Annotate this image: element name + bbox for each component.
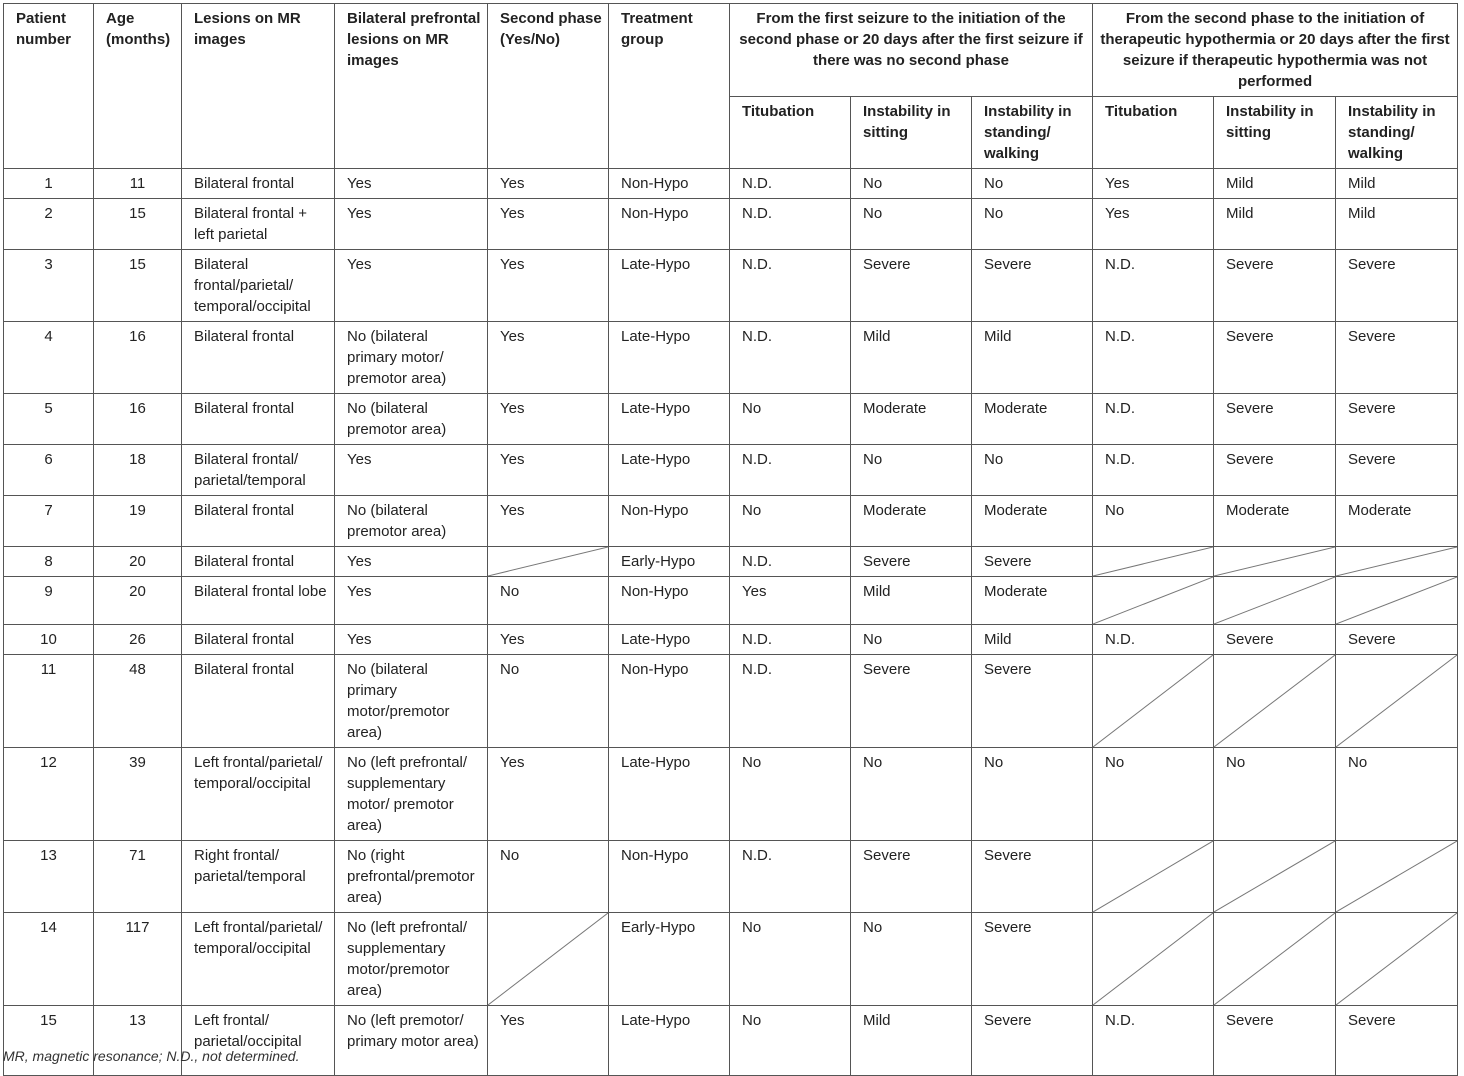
cell-bilateral-prefrontal: No (bilateral primary motor/premotor area) — [335, 655, 488, 748]
cell-age: 13 — [94, 1006, 182, 1076]
header-age: Age (months) — [94, 4, 182, 169]
cell-p2-sitting: Severe — [1214, 394, 1336, 445]
cell-second-phase: No — [488, 841, 609, 913]
table-header — [4, 4, 1458, 169]
cell-bilateral-prefrontal: Yes — [335, 445, 488, 496]
cell-age: 19 — [94, 496, 182, 547]
cell-p1-standing: Mild — [972, 322, 1093, 394]
cell-second-phase: Yes — [488, 169, 609, 199]
cell-patient-number: 4 — [4, 322, 94, 394]
cell-patient-number: 1 — [4, 169, 94, 199]
patient-table — [3, 3, 1458, 1076]
cell-patient-number: 7 — [4, 496, 94, 547]
empty-cell-p2-sitting — [1214, 577, 1336, 625]
cell-p1-titubation: N.D. — [730, 169, 851, 199]
subheader-p1-standing: Instability in standing/ walking — [972, 97, 1093, 169]
subheader-p1-titubation: Titubation — [730, 97, 851, 169]
cell-p1-standing: Moderate — [972, 496, 1093, 547]
header-treatment-group: Treatment group — [609, 4, 730, 169]
cell-bilateral-prefrontal: No (right prefrontal/premotor area) — [335, 841, 488, 913]
cell-treatment-group: Late-Hypo — [609, 625, 730, 655]
cell-p1-sitting: No — [851, 625, 972, 655]
empty-cell-p2-standing — [1336, 547, 1458, 577]
diagonal-slash — [1336, 655, 1457, 747]
table-row — [4, 394, 1458, 445]
cell-p2-standing: Severe — [1336, 322, 1458, 394]
cell-second-phase: Yes — [488, 250, 609, 322]
table-row — [4, 169, 1458, 199]
cell-lesions: Bilateral frontal — [182, 547, 335, 577]
table-row — [4, 748, 1458, 841]
table-row — [4, 199, 1458, 250]
cell-lesions: Bilateral frontal — [182, 625, 335, 655]
cell-p1-standing: No — [972, 445, 1093, 496]
cell-patient-number: 6 — [4, 445, 94, 496]
cell-p1-standing: Severe — [972, 655, 1093, 748]
cell-p2-standing: Moderate — [1336, 496, 1458, 547]
cell-p1-sitting: No — [851, 445, 972, 496]
cell-p2-sitting: Severe — [1214, 322, 1336, 394]
empty-cell-p2-standing — [1336, 841, 1458, 913]
cell-lesions: Right frontal/ parietal/temporal — [182, 841, 335, 913]
cell-lesions: Bilateral frontal — [182, 655, 335, 748]
empty-cell-p2-sitting — [1214, 913, 1336, 1006]
subheader-p1-sitting: Instability in sitting — [851, 97, 972, 169]
cell-treatment-group: Non-Hypo — [609, 169, 730, 199]
table-row — [4, 913, 1458, 1006]
cell-bilateral-prefrontal: Yes — [335, 577, 488, 625]
cell-p1-standing: Severe — [972, 913, 1093, 1006]
cell-p1-standing: Moderate — [972, 394, 1093, 445]
cell-p2-standing: Severe — [1336, 445, 1458, 496]
cell-age: 48 — [94, 655, 182, 748]
table-row — [4, 445, 1458, 496]
cell-p1-titubation: Yes — [730, 577, 851, 625]
cell-bilateral-prefrontal: Yes — [335, 199, 488, 250]
cell-p1-sitting: Moderate — [851, 496, 972, 547]
diagonal-slash — [1093, 655, 1213, 747]
cell-bilateral-prefrontal: Yes — [335, 625, 488, 655]
cell-p2-standing: Severe — [1336, 625, 1458, 655]
table-row — [4, 841, 1458, 913]
cell-p2-titubation: Yes — [1093, 169, 1214, 199]
header-lesions: Lesions on MR images — [182, 4, 335, 169]
cell-patient-number: 5 — [4, 394, 94, 445]
cell-p1-standing: Severe — [972, 1006, 1093, 1076]
cell-patient-number: 8 — [4, 547, 94, 577]
cell-bilateral-prefrontal: Yes — [335, 250, 488, 322]
cell-bilateral-prefrontal: No (left premotor/ primary motor area) — [335, 1006, 488, 1076]
cell-p2-standing: Severe — [1336, 394, 1458, 445]
diagonal-slash — [488, 547, 608, 576]
table-wrapper — [3, 3, 1457, 1076]
empty-cell-p2-titubation — [1093, 655, 1214, 748]
cell-p1-sitting: Mild — [851, 1006, 972, 1076]
header-bilateral-prefrontal: Bilateral prefrontal lesions on MR images — [335, 4, 488, 169]
cell-p1-sitting: No — [851, 748, 972, 841]
cell-p1-sitting: Severe — [851, 841, 972, 913]
table-row — [4, 250, 1458, 322]
cell-lesions: Left frontal/ parietal/occipital — [182, 1006, 335, 1076]
cell-p1-standing: No — [972, 748, 1093, 841]
diagonal-slash — [1214, 547, 1335, 576]
cell-treatment-group: Non-Hypo — [609, 841, 730, 913]
cell-second-phase: Yes — [488, 322, 609, 394]
cell-patient-number: 3 — [4, 250, 94, 322]
cell-p1-standing: No — [972, 169, 1093, 199]
empty-cell-second-phase — [488, 913, 609, 1006]
cell-second-phase: Yes — [488, 496, 609, 547]
cell-p2-sitting: Severe — [1214, 625, 1336, 655]
cell-p1-standing: Mild — [972, 625, 1093, 655]
cell-p2-titubation: N.D. — [1093, 445, 1214, 496]
cell-p1-titubation: N.D. — [730, 655, 851, 748]
empty-cell-p2-standing — [1336, 577, 1458, 625]
cell-bilateral-prefrontal: No (bilateral primary motor/ premotor area) — [335, 322, 488, 394]
cell-p2-titubation: N.D. — [1093, 322, 1214, 394]
cell-treatment-group: Late-Hypo — [609, 748, 730, 841]
cell-patient-number: 2 — [4, 199, 94, 250]
cell-age: 18 — [94, 445, 182, 496]
table-row — [4, 655, 1458, 748]
cell-p1-titubation: N.D. — [730, 322, 851, 394]
cell-treatment-group: Non-Hypo — [609, 577, 730, 625]
cell-p2-standing: Mild — [1336, 199, 1458, 250]
cell-age: 39 — [94, 748, 182, 841]
cell-age: 26 — [94, 625, 182, 655]
cell-bilateral-prefrontal: Yes — [335, 547, 488, 577]
cell-bilateral-prefrontal: No (bilateral premotor area) — [335, 496, 488, 547]
cell-p1-sitting: No — [851, 169, 972, 199]
cell-treatment-group: Late-Hypo — [609, 445, 730, 496]
cell-p1-standing: Severe — [972, 547, 1093, 577]
diagonal-slash — [1093, 913, 1213, 1005]
cell-age: 15 — [94, 250, 182, 322]
empty-cell-p2-titubation — [1093, 547, 1214, 577]
cell-p1-titubation: No — [730, 394, 851, 445]
cell-p1-standing: No — [972, 199, 1093, 250]
cell-p2-standing: No — [1336, 748, 1458, 841]
diagonal-slash — [1214, 577, 1335, 624]
subheader-p2-standing: Instability in standing/ walking — [1336, 97, 1458, 169]
cell-lesions: Bilateral frontal/parietal/ temporal/occipital — [182, 250, 335, 322]
table-row — [4, 625, 1458, 655]
cell-age: 20 — [94, 547, 182, 577]
cell-p1-sitting: No — [851, 199, 972, 250]
table-body — [4, 169, 1458, 1076]
cell-treatment-group: Non-Hypo — [609, 199, 730, 250]
cell-p1-titubation: N.D. — [730, 250, 851, 322]
cell-p1-titubation: No — [730, 748, 851, 841]
cell-lesions: Bilateral frontal — [182, 169, 335, 199]
diagonal-slash — [1336, 841, 1457, 912]
header-second-phase: Second phase (Yes/No) — [488, 4, 609, 169]
cell-p1-titubation: No — [730, 913, 851, 1006]
cell-p1-titubation: No — [730, 496, 851, 547]
cell-age: 16 — [94, 322, 182, 394]
cell-age: 15 — [94, 199, 182, 250]
cell-treatment-group: Late-Hypo — [609, 1006, 730, 1076]
cell-p2-titubation: N.D. — [1093, 394, 1214, 445]
empty-cell-p2-standing — [1336, 655, 1458, 748]
cell-p1-standing: Severe — [972, 841, 1093, 913]
cell-patient-number: 14 — [4, 913, 94, 1006]
diagonal-slash — [1214, 913, 1335, 1005]
table-row — [4, 496, 1458, 547]
cell-lesions: Bilateral frontal — [182, 496, 335, 547]
cell-p1-sitting: No — [851, 913, 972, 1006]
diagonal-slash — [1093, 841, 1213, 912]
diagonal-slash — [488, 913, 608, 1005]
cell-p1-standing: Moderate — [972, 577, 1093, 625]
diagonal-slash — [1214, 655, 1335, 747]
cell-p2-sitting: Severe — [1214, 250, 1336, 322]
cell-p1-standing: Severe — [972, 250, 1093, 322]
cell-bilateral-prefrontal: No (bilateral premotor area) — [335, 394, 488, 445]
empty-cell-second-phase — [488, 547, 609, 577]
diagonal-slash — [1336, 547, 1457, 576]
cell-p2-titubation: No — [1093, 496, 1214, 547]
cell-patient-number: 15 — [4, 1006, 94, 1076]
empty-cell-p2-titubation — [1093, 841, 1214, 913]
cell-patient-number: 13 — [4, 841, 94, 913]
cell-treatment-group: Late-Hypo — [609, 394, 730, 445]
header-patient-number: Patient number — [4, 4, 94, 169]
cell-lesions: Bilateral frontal/ parietal/temporal — [182, 445, 335, 496]
table-row — [4, 547, 1458, 577]
header-group-first-period: From the first seizure to the initiation of the second phase or 20 days after the first seizure if there was no second phase — [730, 4, 1093, 97]
table-row — [4, 322, 1458, 394]
cell-second-phase: Yes — [488, 1006, 609, 1076]
subheader-p2-sitting: Instability in sitting — [1214, 97, 1336, 169]
empty-cell-p2-sitting — [1214, 547, 1336, 577]
cell-lesions: Left frontal/parietal/ temporal/occipital — [182, 913, 335, 1006]
empty-cell-p2-standing — [1336, 913, 1458, 1006]
cell-p2-titubation: Yes — [1093, 199, 1214, 250]
cell-age: 20 — [94, 577, 182, 625]
cell-treatment-group: Early-Hypo — [609, 913, 730, 1006]
diagonal-slash — [1093, 547, 1213, 576]
cell-treatment-group: Late-Hypo — [609, 322, 730, 394]
cell-p2-sitting: No — [1214, 748, 1336, 841]
cell-second-phase: Yes — [488, 625, 609, 655]
cell-patient-number: 12 — [4, 748, 94, 841]
cell-treatment-group: Non-Hypo — [609, 655, 730, 748]
diagonal-slash — [1214, 841, 1335, 912]
cell-second-phase: Yes — [488, 748, 609, 841]
cell-bilateral-prefrontal: No (left prefrontal/ supplementary motor/ premotor area) — [335, 748, 488, 841]
cell-p1-sitting: Severe — [851, 655, 972, 748]
cell-p2-sitting: Severe — [1214, 445, 1336, 496]
cell-bilateral-prefrontal: No (left prefrontal/ supplementary motor/premotor area) — [335, 913, 488, 1006]
cell-p1-sitting: Mild — [851, 322, 972, 394]
diagonal-slash — [1336, 577, 1457, 624]
cell-lesions: Bilateral frontal — [182, 322, 335, 394]
cell-second-phase: Yes — [488, 199, 609, 250]
cell-p1-sitting: Moderate — [851, 394, 972, 445]
cell-lesions: Bilateral frontal lobe — [182, 577, 335, 625]
cell-treatment-group: Non-Hypo — [609, 496, 730, 547]
cell-patient-number: 9 — [4, 577, 94, 625]
cell-p2-standing: Severe — [1336, 1006, 1458, 1076]
cell-treatment-group: Late-Hypo — [609, 250, 730, 322]
header-group-second-period: From the second phase to the initiation of therapeutic hypothermia or 20 days after the first seizure if therapeutic hypothermia was not performed — [1093, 4, 1458, 97]
cell-lesions: Left frontal/parietal/ temporal/occipital — [182, 748, 335, 841]
empty-cell-p2-sitting — [1214, 841, 1336, 913]
cell-p1-titubation: N.D. — [730, 445, 851, 496]
cell-bilateral-prefrontal: Yes — [335, 169, 488, 199]
cell-p2-titubation: No — [1093, 748, 1214, 841]
subheader-p2-titubation: Titubation — [1093, 97, 1214, 169]
cell-p1-sitting: Severe — [851, 250, 972, 322]
cell-p2-standing: Severe — [1336, 250, 1458, 322]
cell-patient-number: 10 — [4, 625, 94, 655]
empty-cell-p2-sitting — [1214, 655, 1336, 748]
cell-age: 117 — [94, 913, 182, 1006]
cell-p1-titubation: N.D. — [730, 625, 851, 655]
diagonal-slash — [1336, 913, 1457, 1005]
cell-lesions: Bilateral frontal — [182, 394, 335, 445]
cell-p2-sitting: Severe — [1214, 1006, 1336, 1076]
table-row — [4, 577, 1458, 625]
cell-p2-standing: Mild — [1336, 169, 1458, 199]
cell-p1-titubation: N.D. — [730, 841, 851, 913]
cell-age: 71 — [94, 841, 182, 913]
cell-p1-titubation: No — [730, 1006, 851, 1076]
cell-p2-titubation: N.D. — [1093, 1006, 1214, 1076]
cell-patient-number: 11 — [4, 655, 94, 748]
cell-p1-titubation: N.D. — [730, 199, 851, 250]
cell-p1-sitting: Mild — [851, 577, 972, 625]
empty-cell-p2-titubation — [1093, 577, 1214, 625]
cell-lesions: Bilateral frontal + left parietal — [182, 199, 335, 250]
cell-p2-sitting: Moderate — [1214, 496, 1336, 547]
cell-second-phase: No — [488, 577, 609, 625]
diagonal-slash — [1093, 577, 1213, 624]
cell-p1-titubation: N.D. — [730, 547, 851, 577]
empty-cell-p2-titubation — [1093, 913, 1214, 1006]
cell-treatment-group: Early-Hypo — [609, 547, 730, 577]
cell-age: 11 — [94, 169, 182, 199]
cell-p2-titubation: N.D. — [1093, 625, 1214, 655]
cell-p1-sitting: Severe — [851, 547, 972, 577]
cell-second-phase: No — [488, 655, 609, 748]
cell-p2-sitting: Mild — [1214, 199, 1336, 250]
table-row — [4, 1006, 1458, 1076]
cell-age: 16 — [94, 394, 182, 445]
cell-p2-titubation: N.D. — [1093, 250, 1214, 322]
cell-p2-sitting: Mild — [1214, 169, 1336, 199]
table-footnote: MR, magnetic resonance; N.D., not determined. — [3, 1048, 300, 1064]
cell-second-phase: Yes — [488, 394, 609, 445]
cell-second-phase: Yes — [488, 445, 609, 496]
